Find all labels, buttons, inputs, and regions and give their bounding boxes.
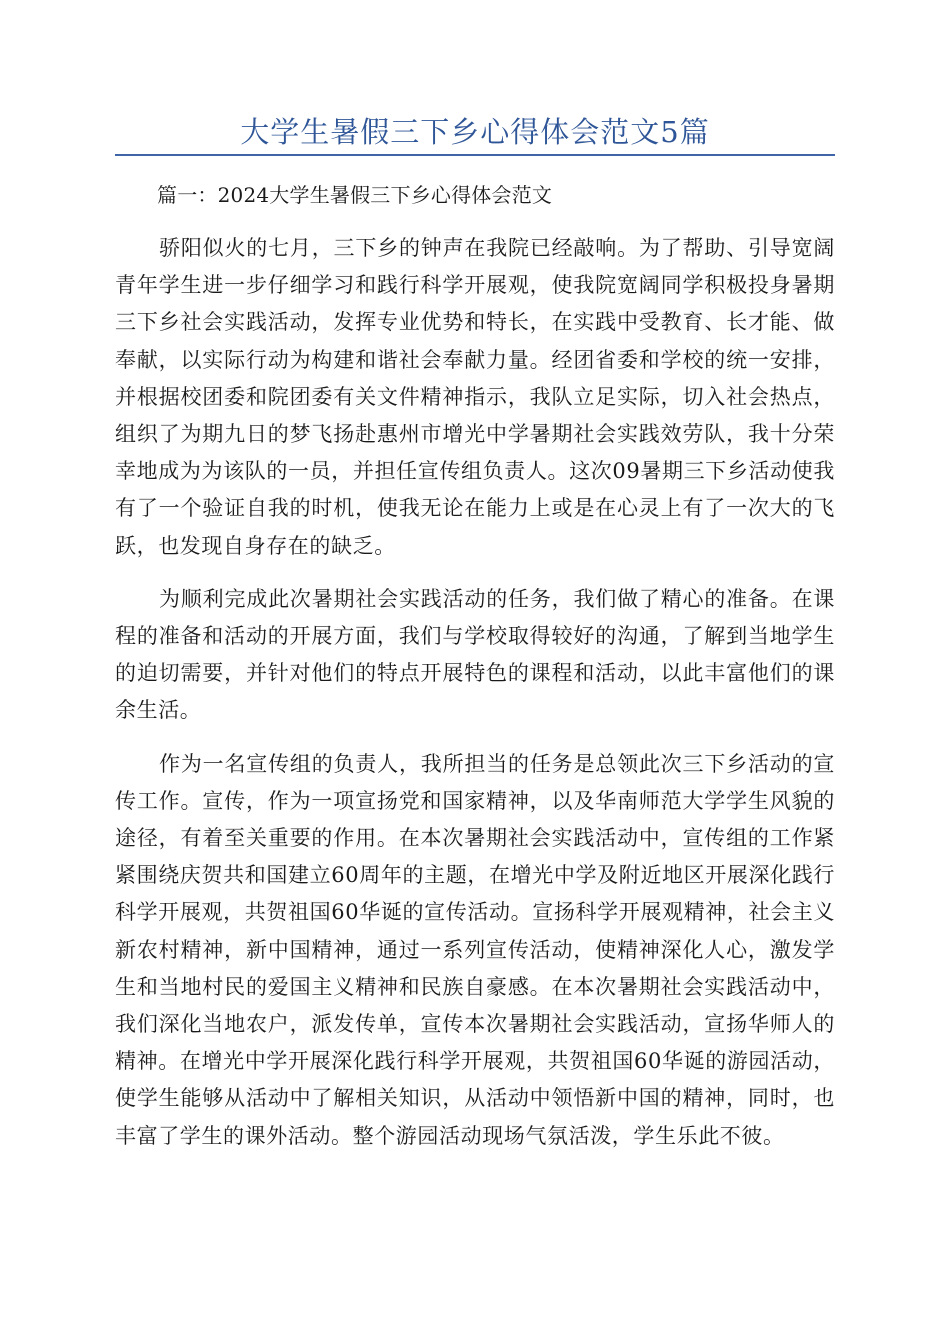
document-title: 大学生暑假三下乡心得体会范文5篇: [240, 115, 710, 149]
paragraph-1: 骄阳似火的七月，三下乡的钟声在我院已经敲响。为了帮助、引导宽阔青年学生进一步仔细学习和践行科学开展观，使我院宽阔同学积极投身暑期三下乡社会实践活动，发挥专业优势和特长，在实践中受教育、长才能、做奉献，以实际行动为构建和谐社会奉献力量。经团省委和学校的统一安排，并根据校团委和院团委有关文件精神指示，我队立足实际，切入社会热点，组织了为期九日的梦飞扬赴惠州市增光中学暑期社会实践效劳队，我十分荣幸地成为为该队的一员，并担任宣传组负责人。这次09暑期三下乡活动使我有了一个验证自我的时机，使我无论在能力上或是在心灵上有了一次大的飞跃，也发现自身存在的缺乏。: [115, 236, 835, 558]
spacer: [115, 730, 835, 746]
paragraph-2: 为顺利完成此次暑期社会实践活动的任务，我们做了精心的准备。在课程的准备和活动的开展方面，我们与学校取得较好的沟通，了解到当地学生的迫切需要，并针对他们的特点开展特色的课程和活动，以此丰富他们的课余生活。: [115, 586, 835, 723]
spacer: [115, 214, 835, 230]
spacer: [115, 565, 835, 581]
section-heading: 篇一：2024大学生暑假三下乡心得体会范文: [157, 183, 553, 207]
title-underline: [115, 154, 835, 156]
document-body: [115, 176, 835, 1155]
paragraph-3: 作为一名宣传组的负责人，我所担当的任务是总领此次三下乡活动的宣传工作。宣传，作为一项宣扬党和国家精神，以及华南师范大学学生风貌的途径，有着至关重要的作用。在本次暑期社会实践活动中，宣传组的工作紧紧围绕庆贺共和国建立60周年的主题，在增光中学及附近地区开展深化践行科学开展观，共贺祖国60华诞的宣传活动。宣扬科学开展观精神，社会主义新农村精神，新中国精神，通过一系列宣传活动，使精神深化人心，激发学生和当地村民的爱国主义精神和民族自豪感。在本次暑期社会实践活动中，我们深化当地农户，派发传单，宣传本次暑期社会实践活动，宣扬华师人的精神。在增光中学开展深化践行科学开展观，共贺祖国60华诞的游园活动，使学生能够从活动中了解相关知识，从活动中领悟新中国的精神，同时，也丰富了学生的课外活动。整个游园活动现场气氛活泼，学生乐此不彼。: [115, 751, 835, 1148]
